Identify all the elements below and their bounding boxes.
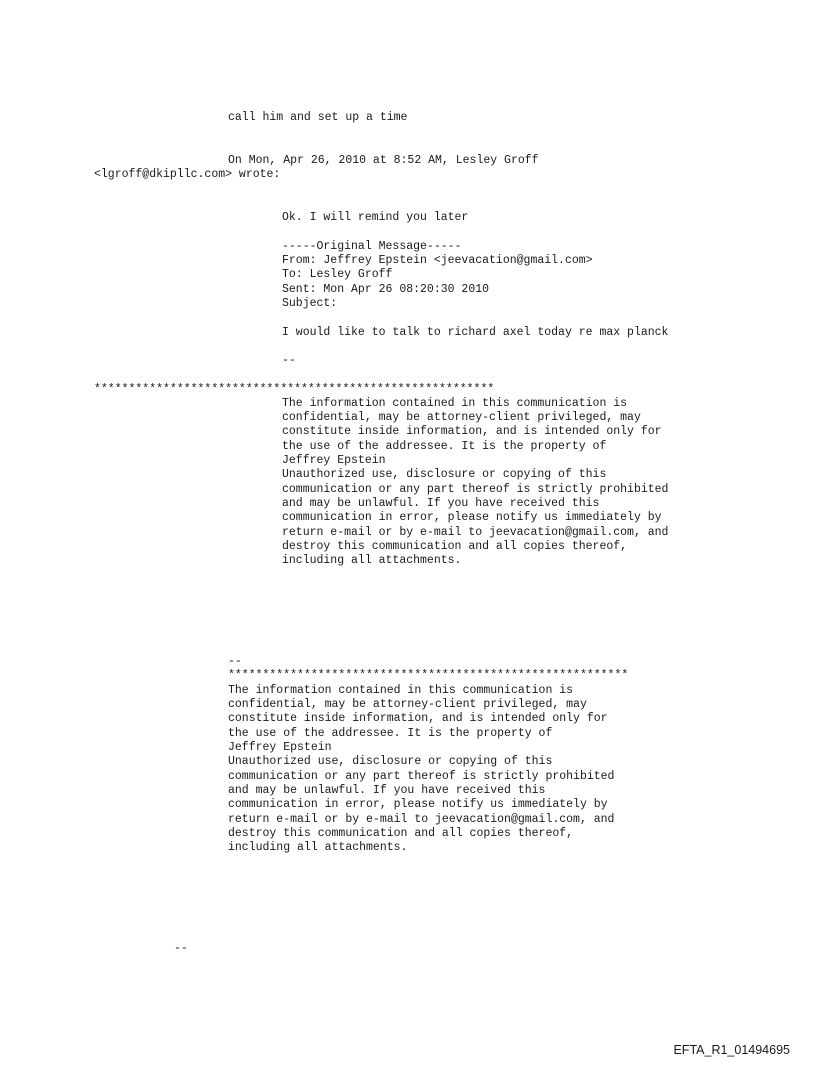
- subject-line: Subject:: [282, 297, 338, 310]
- document-id: EFTA_R1_01494695: [673, 1043, 790, 1057]
- disclaimer-line: communication or any part thereof is strictly prohibited: [228, 770, 615, 783]
- disclaimer-line: including all attachments.: [228, 841, 408, 854]
- inner-asterisk-rule: **********************************************************: [94, 383, 495, 396]
- quote-header-line1: On Mon, Apr 26, 2010 at 8:52 AM, Lesley Groff: [228, 154, 539, 167]
- disclaimer-line: confidential, may be attorney-client privileged, may: [228, 698, 587, 711]
- disclaimer-line: return e-mail or by e-mail to jeevacation@gmail.com, and: [228, 813, 615, 826]
- outer-signature-dashes: --: [228, 655, 242, 668]
- outer-asterisk-rule: **********************************************************: [228, 669, 629, 682]
- final-signature-dashes: --: [174, 942, 188, 955]
- reply-line: call him and set up a time: [228, 111, 408, 124]
- disclaimer-line: and may be unlawful. If you have received this: [228, 784, 546, 797]
- disclaimer-line: communication in error, please notify us immediately by: [282, 511, 662, 524]
- original-body: I would like to talk to richard axel today re max planck: [282, 326, 669, 339]
- original-message-separator: -----Original Message-----: [282, 240, 462, 253]
- disclaimer-line: constitute inside information, and is intended only for: [228, 712, 608, 725]
- inner-reply: Ok. I will remind you later: [282, 211, 469, 224]
- disclaimer-line: the use of the addressee. It is the property of: [282, 440, 607, 453]
- inner-signature-dashes: --: [282, 354, 296, 367]
- disclaimer-line: confidential, may be attorney-client privileged, may: [282, 411, 641, 424]
- to-line: To: Lesley Groff: [282, 268, 393, 281]
- disclaimer-line: constitute inside information, and is intended only for: [282, 425, 662, 438]
- from-line: From: Jeffrey Epstein <jeevacation@gmail.com>: [282, 254, 593, 267]
- disclaimer-line: Unauthorized use, disclosure or copying of this: [282, 468, 607, 481]
- disclaimer-line: Jeffrey Epstein: [282, 454, 386, 467]
- disclaimer-line: The information contained in this communication is: [228, 684, 574, 697]
- disclaimer-line: communication in error, please notify us immediately by: [228, 798, 608, 811]
- disclaimer-line: Unauthorized use, disclosure or copying of this: [228, 755, 553, 768]
- disclaimer-line: destroy this communication and all copies thereof,: [228, 827, 574, 840]
- sent-line: Sent: Mon Apr 26 08:20:30 2010: [282, 283, 490, 296]
- disclaimer-line: including all attachments.: [282, 554, 462, 567]
- disclaimer-line: and may be unlawful. If you have received this: [282, 497, 600, 510]
- disclaimer-line: destroy this communication and all copies thereof,: [282, 540, 628, 553]
- disclaimer-line: communication or any part thereof is strictly prohibited: [282, 483, 669, 496]
- disclaimer-line: Jeffrey Epstein: [228, 741, 332, 754]
- disclaimer-line: The information contained in this communication is: [282, 397, 628, 410]
- quote-header-line2: <lgroff@dkipllc.com> wrote:: [94, 168, 281, 181]
- disclaimer-line: return e-mail or by e-mail to jeevacation@gmail.com, and: [282, 526, 669, 539]
- disclaimer-line: the use of the addressee. It is the property of: [228, 727, 553, 740]
